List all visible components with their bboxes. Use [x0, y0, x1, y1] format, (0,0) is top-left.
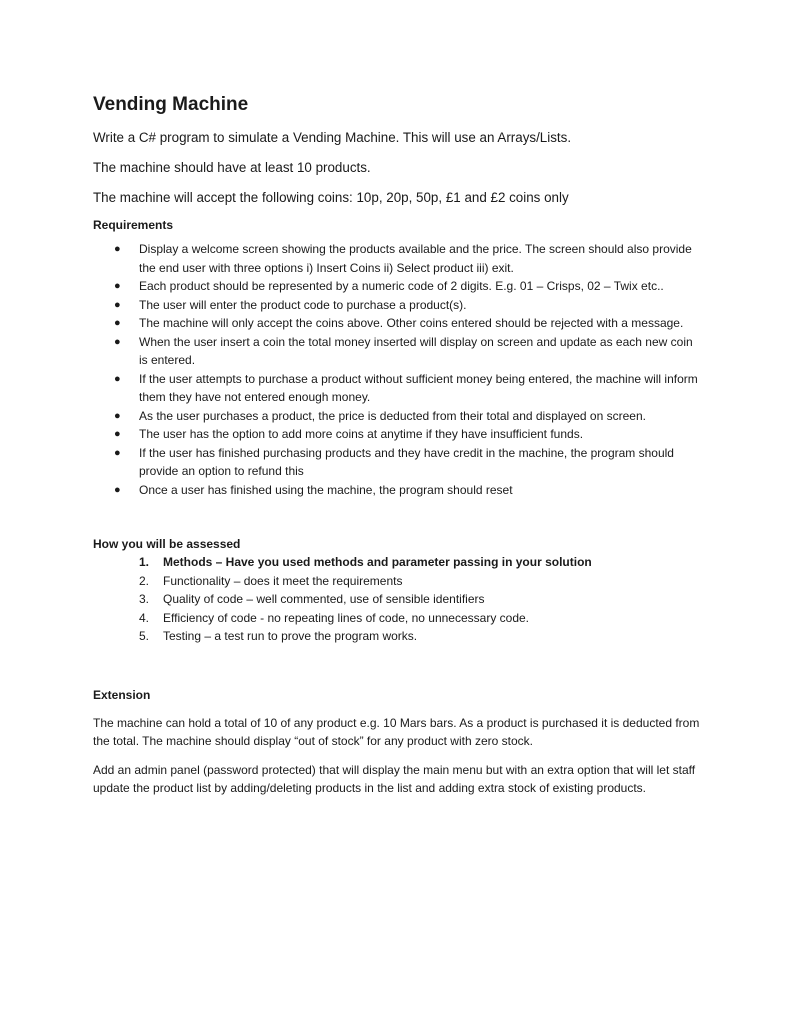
- list-item: [93, 370, 703, 407]
- list-item: [93, 314, 703, 333]
- extension-paragraph-1: The machine can hold a total of 10 of any product e.g. 10 Mars bars. As a product is purchased it is deducted from the total. The machine should display “out of stock” for any product with zero stock.: [93, 715, 700, 748]
- assessment-text: Quality of code – well commented, use of sensible identifiers: [163, 592, 485, 606]
- assessment-text: Methods – Have you used methods and parameter passing in your solution: [163, 555, 592, 569]
- list-item: [93, 572, 703, 591]
- assessment-text: Functionality – does it meet the requirements: [163, 573, 403, 588]
- list-item: [93, 333, 703, 370]
- extension-paragraph-2: Add an admin panel (password protected) that will display the main menu but with an extra option that will let staff update the product list by adding/deleting products in the list and adding extra stock of existing products.: [93, 762, 696, 795]
- requirement-text: The user has the option to add more coins at anytime if they have insufficient funds.: [139, 427, 584, 441]
- requirement-text: If the user attempts to purchase a product without sufficient money being entered, the machine will inform them they have not entered enough money.: [139, 371, 698, 404]
- list-item: [93, 277, 703, 296]
- requirement-text: As the user purchases a product, the price is deducted from their total and displayed on screen.: [139, 408, 646, 423]
- list-item: [93, 407, 703, 426]
- list-item: [93, 425, 703, 444]
- list-item: [93, 444, 703, 481]
- item-number: 1.: [139, 555, 150, 569]
- requirements-heading: Requirements: [93, 218, 174, 232]
- bullet-icon: ●: [114, 409, 121, 422]
- list-item: [93, 481, 703, 500]
- document-page: [93, 92, 703, 808]
- requirement-text: Display a welcome screen showing the products available and the price. The screen should also provide the end user with three options i) Insert Coins ii) Select product iii) exit.: [139, 242, 692, 275]
- requirement-text: Once a user has finished using the machine, the program should reset: [139, 482, 513, 497]
- assessment-text: Efficiency of code - no repeating lines of code, no unnecessary code.: [163, 610, 530, 625]
- bullet-icon: ●: [114, 280, 121, 292]
- intro-line-2: The machine should have at least 10 products.: [93, 160, 371, 175]
- bullet-icon: ●: [114, 317, 121, 329]
- requirement-text: The machine will only accept the coins above. Other coins entered should be rejected with a message.: [139, 316, 684, 330]
- extension-heading: Extension: [93, 687, 151, 702]
- item-number: 2.: [139, 573, 150, 588]
- list-item: [93, 627, 703, 646]
- assessment-text: Testing – a test run to prove the program works.: [163, 629, 418, 643]
- requirement-text: When the user insert a coin the total money inserted will display on screen and update as each new coin is entered.: [139, 334, 693, 367]
- bullet-icon: ●: [114, 446, 121, 459]
- intro-line-1: Write a C# program to simulate a Vending Machine. This will use an Arrays/Lists.: [93, 130, 572, 145]
- assessment-heading: How you will be assessed: [93, 537, 241, 551]
- list-item: [93, 609, 703, 628]
- page-title: Vending Machine: [93, 94, 249, 115]
- item-number: 3.: [139, 592, 150, 606]
- list-item: [93, 296, 703, 315]
- bullet-icon: ●: [114, 243, 121, 255]
- requirements-list: [93, 240, 703, 499]
- assessment-list: [93, 553, 703, 646]
- intro-line-3: The machine will accept the following coins: 10p, 20p, 50p, £1 and £2 coins only: [93, 190, 569, 205]
- bullet-icon: ●: [114, 372, 121, 385]
- list-item: [93, 553, 703, 572]
- list-item: [93, 240, 703, 277]
- bullet-icon: ●: [114, 428, 121, 440]
- bullet-icon: ●: [114, 298, 121, 311]
- item-number: 4.: [139, 610, 150, 625]
- bullet-icon: ●: [114, 483, 121, 496]
- bullet-icon: ●: [114, 335, 121, 348]
- requirement-text: Each product should be represented by a numeric code of 2 digits. E.g. 01 – Crisps, 02 – Twix etc..: [139, 279, 664, 293]
- requirement-text: The user will enter the product code to purchase a product(s).: [139, 297, 467, 312]
- item-number: 5.: [139, 629, 150, 643]
- requirement-text: If the user has finished purchasing products and they have credit in the machine, the program should provide an option to refund this: [139, 445, 674, 478]
- list-item: [93, 590, 703, 609]
